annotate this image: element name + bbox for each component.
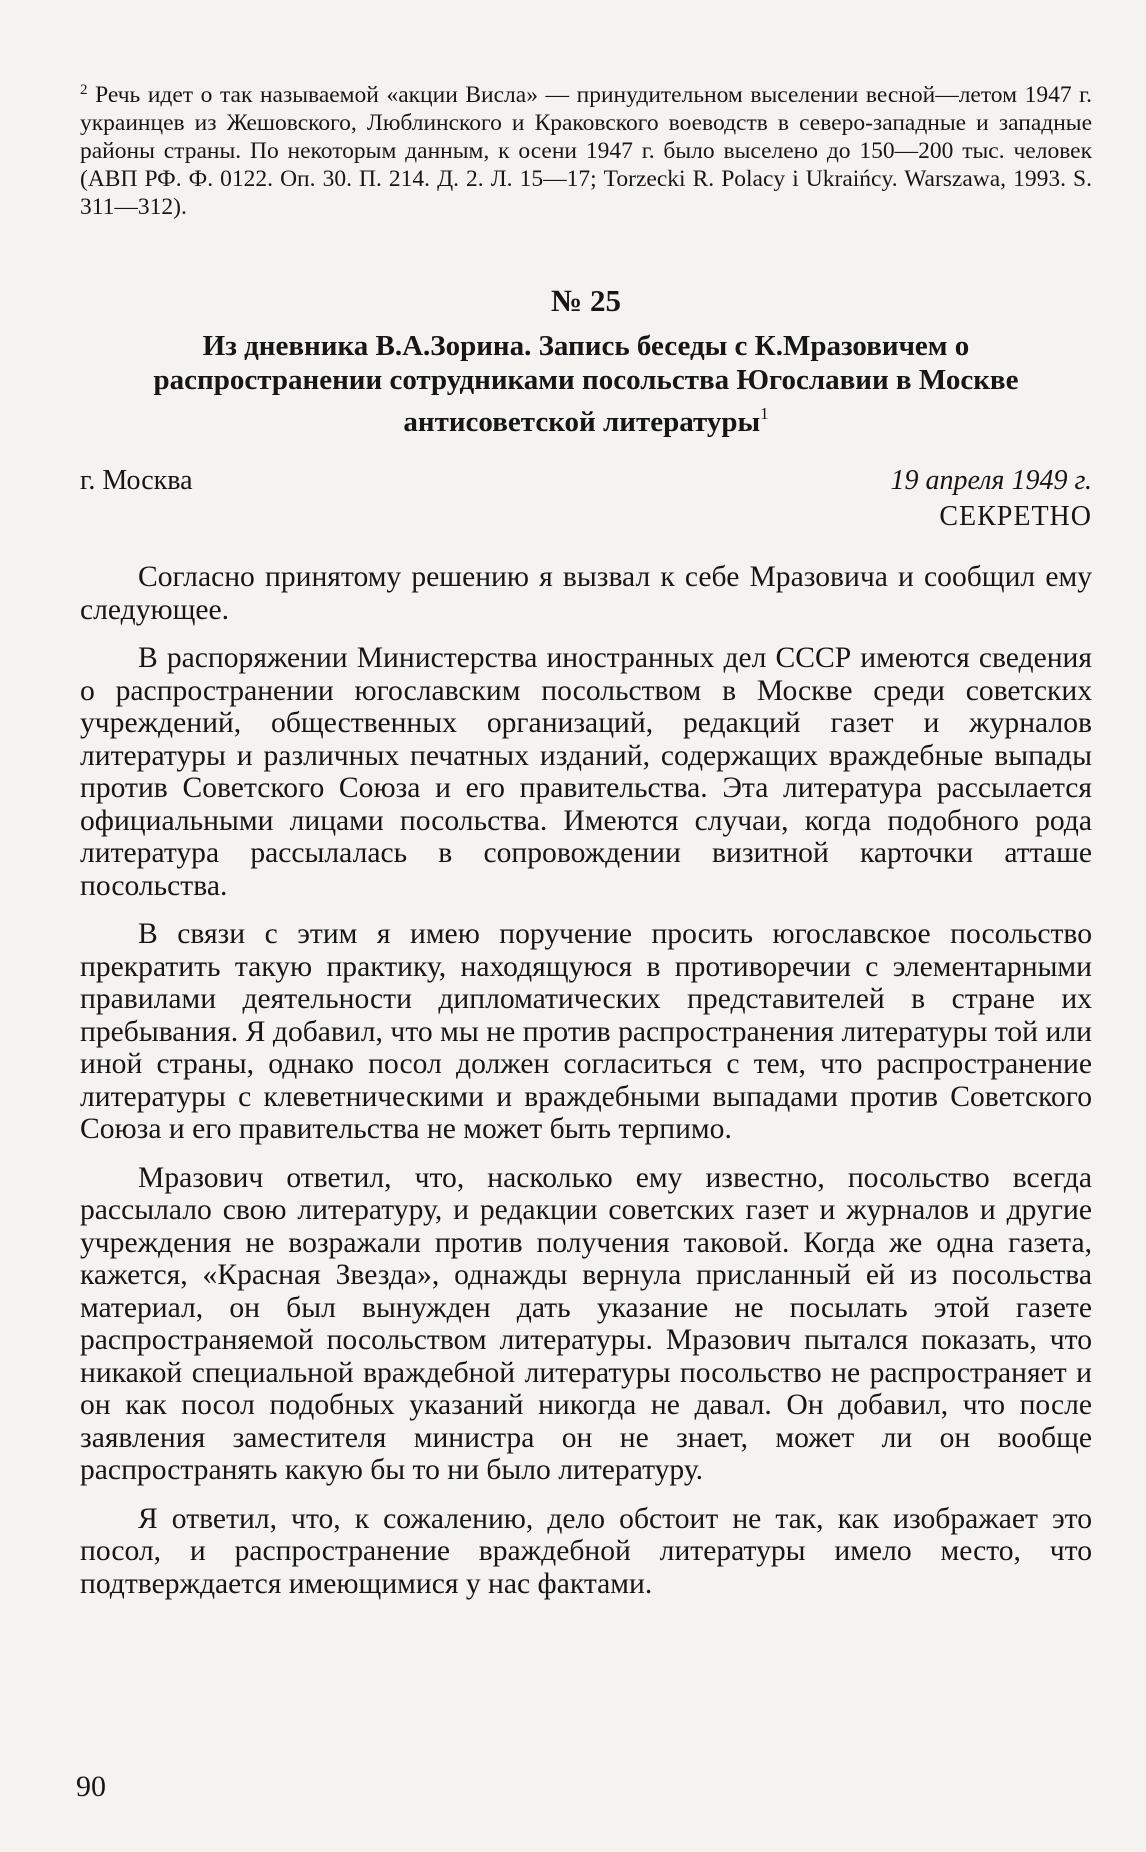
footnote bbox=[80, 76, 1092, 221]
classification-stamp: СЕКРЕТНО bbox=[939, 501, 1092, 532]
paragraph: В связи с этим я имею поручение просить югославское посольство прекратить такую практику, находящуюся в противоречии с элементарными правилами деятельности дипломатических представителей в стране их пребывания. Я добавил, что мы не против распространения литературы той или иной страны, однако посол должен согласиться с тем, что распространение литературы с клеветническими и враждебными выпадами против Советского Союза и его правительства не может быть терпимо. bbox=[80, 918, 1092, 1145]
document-title bbox=[80, 329, 1092, 439]
paragraph: Согласно принятому решению я вызвал к себе Мразовича и сообщил ему следующее. bbox=[80, 561, 1092, 626]
footnote-marker: 2 bbox=[80, 82, 88, 98]
document-title-text: Из дневника В.А.Зорина. Запись беседы с К.Мразовичем о распространении сотрудниками посольства Югославии в Москве антисоветской литературы bbox=[153, 330, 1019, 438]
title-note-marker: 1 bbox=[760, 404, 769, 423]
document-place: г. Москва bbox=[80, 465, 193, 496]
document-date: 19 апреля 1949 г. bbox=[890, 465, 1092, 496]
place-date-row bbox=[80, 465, 1092, 497]
paragraph: Мразович ответил, что, насколько ему известно, посольство всегда рассылало свою литературу, и редакции советских газет и журналов и другие учреждения не возражали против получения таковой. Когда же одна газета, кажется, «Красная Звезда», однажды вернула присланный ей из посольства материал, он был вынужден дать указание не посылать этой газете распространяемой посольством литературы. Мразович пытался показать, что никакой специальной враждебной литературы посольство не распространяет и он как посол подобных указаний никогда не давал. Он добавил, что после заявления заместителя министра он не знает, может ли он вообще распространять какую бы то ни было литературу. bbox=[80, 1161, 1092, 1486]
page-number: 90 bbox=[76, 1770, 106, 1803]
footnote-text: Речь идет о так называемой «акции Висла» — принудительном выселении весной—летом 1947 г. украинцев из Жешовского, Люблинского и Краковского воеводств в северо-западные и западные районы страны. По некоторым данным, к осени 1947 г. было выселено до 150—200 тыс. человек (АВП РФ. Ф. 0122. Оп. 30. П. 214. Д. 2. Л. 15—17; Torzecki R. Polacy i Ukraińcy. Warszawa, 1993. S. 311—312). bbox=[80, 82, 1093, 220]
document-number: № 25 bbox=[551, 283, 621, 318]
paragraph: Я ответил, что, к сожалению, дело обстоит не так, как изображает это посол, и распространение враждебной литературы имело место, что подтверждается имеющимися у нас фактами. bbox=[80, 1502, 1092, 1600]
paragraph: В распоряжении Министерства иностранных дел СССР имеются сведения о распространении югославским посольством в Москве среди советских учреждений, общественных организаций, редакций газет и журналов литературы и различных печатных изданий, содержащих враждебные выпады против Советского Союза и его правительства. Эта литература рассылается официальными лицами посольства. Имеются случаи, когда подобного рода литература рассылалась в сопровождении визитной карточки атташе посольства. bbox=[80, 642, 1092, 902]
body-text bbox=[80, 561, 1092, 1600]
document-page bbox=[80, 76, 1092, 1616]
